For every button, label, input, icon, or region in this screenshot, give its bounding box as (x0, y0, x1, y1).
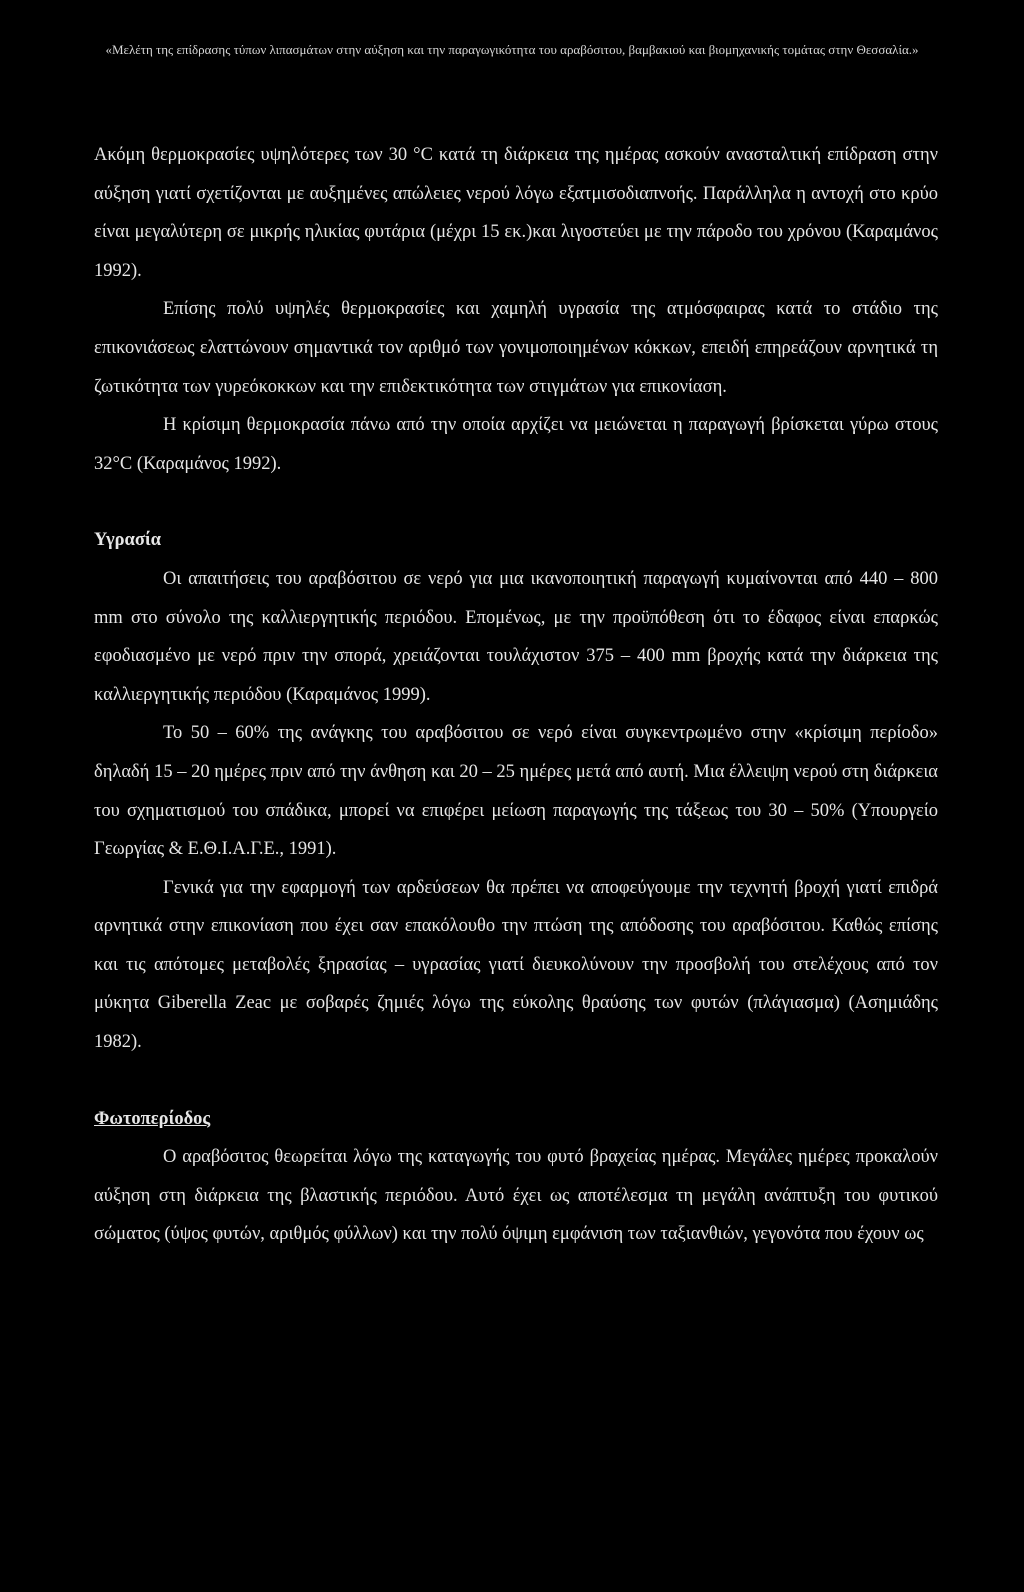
paragraph-short-day-plant: Ο αραβόσιτος θεωρείται λόγω της καταγωγής του φυτό βραχείας ημέρας. Μεγάλες ημέρες προκαλούν αύξηση στη διάρκεια της βλαστικής περιόδου. Αυτό έχει ως αποτέλεσμα τη μεγάλη ανάπτυξη του φυτικού σώματος (ύψος φυτών, αριθμός φύλλων) και την πολύ όψιμη εμφάνιση των ταξιανθιών, γεγονότα που έχουν ως (94, 1147, 938, 1245)
paragraph-water-requirements: Οι απαιτήσεις του αραβόσιτου σε νερό για μια ικανοποιητική παραγωγή κυμαίνονται από 440 – 800 mm στο σύνολο της καλλιεργητικής περιόδου. Επομένως, με την προϋπόθεση ότι το έδαφος είναι επαρκώς εφοδιασμένο με νερό πριν την σπορά, χρειάζονται τουλάχιστον 375 – 400 mm βροχής κατά την διάρκεια της καλλιεργητικής περιόδου (Καραμάνος 1999). (94, 568, 938, 705)
running-header: «Μελέτη της επίδρασης τύπων λιπασμάτων στην αύξηση και την παραγωγικότητα του αραβόσιτου, βαμβακιού και βιομηχανικής τομάτας στην Θεσσαλία.» (105, 42, 919, 57)
paragraph-critical-temperature: Η κρίσιμη θερμοκρασία πάνω από την οποία αρχίζει να μειώνεται η παραγωγή βρίσκεται γύρω στους 32°C (Καραμάνος 1992). (94, 415, 938, 474)
document-body (94, 136, 938, 1254)
section-heading-photoperiod: Φωτοπερίοδος (94, 1108, 211, 1129)
paragraph-high-temperature: Ακόμη θερμοκρασίες υψηλότερες των 30 °C κατά τη διάρκεια της ημέρας ασκούν ανασταλτική επίδραση στην αύξηση γιατί σχετίζονται με αυξημένες απώλειες νερού λόγω εξατμισοδιαπνοής. Παράλληλα η αντοχή στο κρύο είναι μεγαλύτερη σε μικρής ηλικίας φυτάρια (μέχρι 15 εκ.)και λιγοστεύει με την πάροδο του χρόνου (Καραμάνος 1992). (94, 145, 938, 281)
section-heading-humidity: Υγρασία (94, 530, 162, 551)
paragraph-critical-period: Το 50 – 60% της ανάγκης του αραβόσιτου σε νερό είναι συγκεντρωμένο στην «κρίσιμη περίοδο» δηλαδή 15 – 20 ημέρες πριν από την άνθηση και 20 – 25 ημέρες μετά από αυτή. Μια έλλειψη νερού στη διάρκεια του σχηματισμού του σπάδικα, μπορεί να επιφέρει μείωση παραγωγής της τάξεως του 30 – 50% (Υπουργείο Γεωργίας & Ε.Θ.Ι.Α.Γ.Ε., 1991). (94, 723, 938, 860)
paragraph-irrigation: Γενικά για την εφαρμογή των αρδεύσεων θα πρέπει να αποφεύγουμε την τεχνητή βροχή γιατί επιδρά αρνητικά στην επικονίαση που έχει σαν επακόλουθο την πτώση της απόδοσης του αραβόσιτου. Καθώς επίσης και τις απότομες μεταβολές ξηρασίας – υγρασίας γιατί διευκολύνουν την προσβολή του στελέχους από τον μύκητα Giberella Zeac με σοβαρές ζημιές λόγω της εύκολης θραύσης των φυτών (πλάγιασμα) (Ασημιάδης 1982). (94, 877, 938, 1053)
paragraph-pollination: Επίσης πολύ υψηλές θερμοκρασίες και χαμηλή υγρασία της ατμόσφαιρας κατά το στάδιο της επικονιάσεως ελαττώνουν σημαντικά τον αριθμό των γονιμοποιημένων κόκκων, επειδή επηρεάζουν αρνητικά τη ζωτικότητα των γυρεόκοκκων και την επιδεκτικότητα των στιγμάτων για επικονίαση. (94, 299, 938, 397)
